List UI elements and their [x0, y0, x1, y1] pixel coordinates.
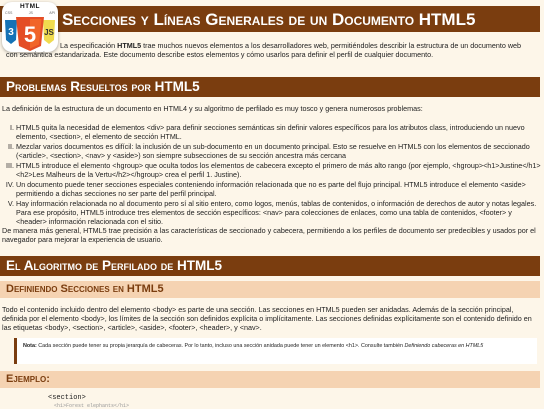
list-item: III. HTML5 introduce el elemento <hgroup> que oculta todos los elementos de cabecera excepto el primero de más alto rango (por ejemplo, <hgroup><h1>Justine</h1><h2>Les Malheurs de la Vertu</h2></hgroup> crea el perfil 1. Justine).: [16, 161, 544, 179]
logo-word: HTML: [19, 3, 41, 10]
code-line: <section>: [48, 394, 86, 402]
svg-text:3: 3: [8, 27, 14, 38]
code-line: <h1>Forest elephants</h1>: [48, 402, 130, 409]
list-item: IV. Un documento puede tener secciones especiales conteniendo información relacionada que no es parte del flujo principal. HTML5 introduce el elemento <aside> permitiendo a dichas secciones no ser parte del perfil principal.: [16, 180, 544, 198]
note-text: Cada sección puede tener su propia jerarquía de cabeceras. Por lo tanto, incluso una sección anidada puede tener un elemento <h1>. Consulte también: [36, 343, 405, 349]
subsection-heading-defining: Definiendo Secciones en HTML5: [6, 283, 164, 295]
note-link[interactable]: Definiendo cabeceras en HTML5: [404, 343, 484, 349]
page-title: Secciones y Líneas Generales de un Documento HTML5: [62, 10, 476, 29]
list-item: II. Mezclar varios documentos es difícil: la inclusión de un sub-documento en un documento principal. Esto se resuelve en HTML5 con los elementos de seccionado (<article>, <section>, <nav> y <aside>) son siempre subsecciones de su sección ancestra más cercana: [16, 142, 544, 160]
list-item: V. Hay información relacionada no al documento pero sí al sitio entero, como logos, menús, tablas de contenidos, o información de derechos de autor y notas legales. Para ese propósito, HTML5 introduce tres elementos de sección específicos: <nav> para colecciones de enlaces, como una tabla de contenidos, <footer> y <header> información relacionada con el sitio.: [16, 199, 544, 226]
note-box: [14, 338, 537, 364]
problems-list: [0, 123, 544, 227]
intro-paragraph: La especificación HTML5 trae muchos nuevos elementos a los desarrolladores web, permitiéndoles describir la estructura de un documento web con semántica estandarizada. Este documento describe estos elementos y cómo usarlos para definir el perfil de cualquier documento.: [6, 41, 522, 59]
note-label: Nota:: [23, 343, 37, 349]
section-bar-problems: [0, 77, 540, 97]
defining-paragraph: Todo el contenido incluido dentro del elemento <body> es parte de una sección. Las secciones en HTML5 pueden ser anidadas. Además de la sección principal, definida por el elemento <body>, los límites de la sección son definidos explícita o implícitamente. Las secciones definidas explícitamente son el contenido definido en las etiquetas <body>, <section>, <article>, <aside>, <footer>, <header>, y <nav>.: [2, 305, 532, 332]
logo-sub-css: CSS: [5, 11, 13, 15]
problems-closing: De manera más general, HTML5 trae precisión a las características de seccionado y cabecera, permitiendo a los perfiles de documento ser predecibles y usados por el navegador para mejorar la experiencia de usuario.: [2, 226, 536, 244]
problems-lead: La definición de la estructura de un documento en HTML4 y su algoritmo de perfilado es muy tosco y genera numerosos problemas:: [2, 104, 423, 113]
title-bar: [0, 6, 540, 32]
logo-sub-api: API: [49, 11, 55, 15]
intro-strong: HTML5: [117, 41, 142, 50]
section-heading-problems: Problemas Resueltos por HTML5: [6, 79, 200, 94]
section-heading-algorithm: El Algoritmo de Perfilado de HTML5: [6, 258, 222, 273]
code-example: [48, 394, 448, 409]
logo-number: 5: [23, 22, 37, 47]
subsection-heading-example: Ejemplo:: [6, 373, 50, 385]
logo-sub-js: JS: [28, 11, 33, 15]
list-item: I. HTML5 quita la necesidad de elementos <div> para definir secciones semánticas sin definir valores específicos para los atributos class, introduciendo un nuevo elemento, <section>, el elemento de sección HTML.: [16, 123, 544, 141]
section-bar-algorithm: [0, 256, 540, 276]
subsection-bar-defining: [0, 281, 540, 298]
subsection-bar-example: [0, 371, 540, 388]
logo-subwords: [5, 11, 55, 15]
svg-text:JS: JS: [44, 28, 54, 37]
